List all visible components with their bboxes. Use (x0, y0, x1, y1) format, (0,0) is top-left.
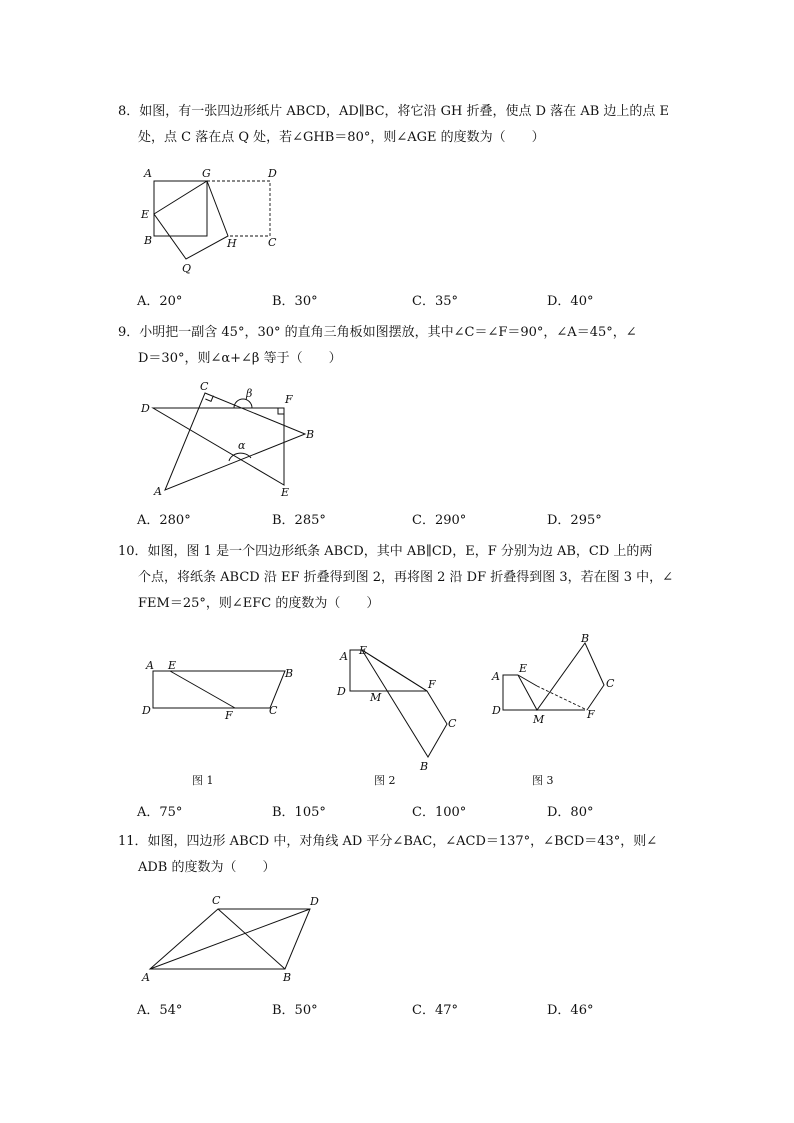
fold-line-ef (170, 671, 235, 708)
strip-abcd (153, 671, 285, 708)
label-B: B (420, 760, 429, 773)
option-c[interactable]: C．47° (412, 1003, 458, 1018)
label-F: F (285, 393, 293, 406)
label-C: C (606, 677, 615, 690)
figure-1 (141, 659, 293, 787)
option-d[interactable]: D．295° (547, 513, 602, 528)
option-d[interactable]: D．46° (547, 1003, 594, 1018)
option-a[interactable]: A．54° (137, 1003, 183, 1018)
diagonal-ad (150, 909, 310, 969)
label-E: E (141, 208, 150, 221)
label-C: C (268, 236, 277, 249)
option-b[interactable]: B．30° (272, 294, 318, 309)
label-C: C (448, 717, 457, 730)
fold-line-ef (362, 650, 427, 691)
folded-quadrilateral (154, 181, 228, 259)
question-8-options (137, 290, 697, 310)
label-D: D (142, 704, 151, 717)
question-8-text (118, 99, 678, 151)
label-B: B (144, 234, 153, 247)
angle-beta-arc (234, 399, 252, 408)
question-11-options (137, 999, 697, 1019)
label-D: D (492, 704, 501, 717)
figure-3 (491, 632, 615, 787)
folded-away-part (207, 181, 270, 236)
figure-3-caption: 图 3 (532, 774, 554, 787)
question-9-options (137, 509, 697, 529)
option-b[interactable]: B．105° (272, 805, 326, 820)
option-a[interactable]: A．20° (137, 294, 183, 309)
option-a[interactable]: A．75° (137, 805, 183, 820)
strip-remainder (503, 675, 585, 710)
label-B: B (285, 667, 294, 680)
label-C: C (200, 380, 209, 393)
option-b[interactable]: B．50° (272, 1003, 318, 1018)
label-A: A (142, 971, 150, 984)
triangle-def (153, 408, 284, 485)
figure-2 (336, 644, 457, 787)
figure-2-caption: 图 2 (374, 774, 396, 787)
label-A: A (340, 650, 348, 663)
right-angle-mark-c (205, 396, 213, 402)
folded-part (518, 643, 604, 710)
question-9-figure (130, 375, 330, 505)
question-11-line-1: 11．如图，四边形 ABCD 中，对角线 AD 平分∠BAC，∠ACD＝137°，∠BCD＝43°，则∠ (118, 834, 658, 849)
question-10-line-3: FEM＝25°，则∠EFC 的度数为（ ） (138, 596, 380, 611)
label-F: F (428, 678, 436, 691)
question-9-line-1: 9．小明把一副含 45°，30° 的直角三角板如图摆放，其中∠C＝∠F＝90°，∠A＝45°，∠ (118, 325, 637, 340)
question-10-options (137, 801, 697, 821)
label-G: G (202, 167, 211, 180)
question-11-figure (130, 888, 330, 988)
question-8-line-2: 处，点 C 落在点 Q 处，若∠GHB＝80°，则∠AGE 的度数为（ ） (138, 130, 545, 145)
option-c[interactable]: C．290° (412, 513, 467, 528)
option-c[interactable]: C．100° (412, 805, 467, 820)
label-B: B (283, 971, 292, 984)
label-B: B (581, 632, 590, 645)
question-10-line-2: 个点，将纸条 ABCD 沿 EF 折叠得到图 2，再将图 2 沿 DF 折叠得到图 3，若在图 3 中，∠ (138, 570, 674, 585)
label-beta: β (246, 387, 253, 400)
question-11-text (118, 829, 678, 881)
question-10-figures (130, 630, 670, 795)
option-a[interactable]: A．280° (137, 513, 191, 528)
label-E: E (168, 659, 177, 672)
option-d[interactable]: D．40° (547, 294, 594, 309)
label-E: E (281, 486, 290, 499)
question-9-line-2: D＝30°，则∠α+∠β 等于（ ） (138, 351, 342, 366)
label-C: C (269, 704, 278, 717)
dashed-crease (537, 686, 587, 710)
label-D: D (337, 685, 346, 698)
diagonal-cb (218, 909, 285, 969)
right-angle-mark-f (278, 408, 284, 414)
option-d[interactable]: D．80° (547, 805, 594, 820)
label-E: E (359, 644, 368, 657)
label-H: H (227, 237, 237, 250)
label-A: A (492, 670, 500, 683)
label-E: E (519, 662, 528, 675)
label-Q: Q (182, 262, 192, 275)
label-A: A (146, 659, 154, 672)
label-C: C (212, 894, 221, 907)
label-M: M (370, 691, 382, 704)
label-D: D (268, 167, 277, 180)
question-9-text (118, 320, 678, 372)
question-10-line-1: 10．如图，图 1 是一个四边形纸条 ABCD，其中 AB∥CD，E，F 分别为边 AB，CD 上的两 (118, 544, 653, 559)
label-D: D (141, 402, 150, 415)
option-c[interactable]: C．35° (412, 294, 458, 309)
question-11-line-2: ADB 的度数为（ ） (138, 860, 276, 875)
question-8-figure (130, 160, 300, 280)
label-F: F (587, 708, 595, 721)
label-F: F (225, 709, 233, 722)
figure-1-caption: 图 1 (192, 774, 214, 787)
option-b[interactable]: B．285° (272, 513, 326, 528)
label-A: A (144, 167, 152, 180)
label-M: M (533, 713, 545, 726)
label-A: A (154, 485, 162, 498)
question-10-text (118, 539, 678, 617)
question-8-line-1: 8．如图，有一张四边形纸片 ABCD，AD∥BC，将它沿 GH 折叠，使点 D 落在 AB 边上的点 E (118, 104, 670, 119)
label-B: B (306, 428, 315, 441)
label-D: D (310, 895, 319, 908)
label-alpha: α (238, 439, 246, 452)
